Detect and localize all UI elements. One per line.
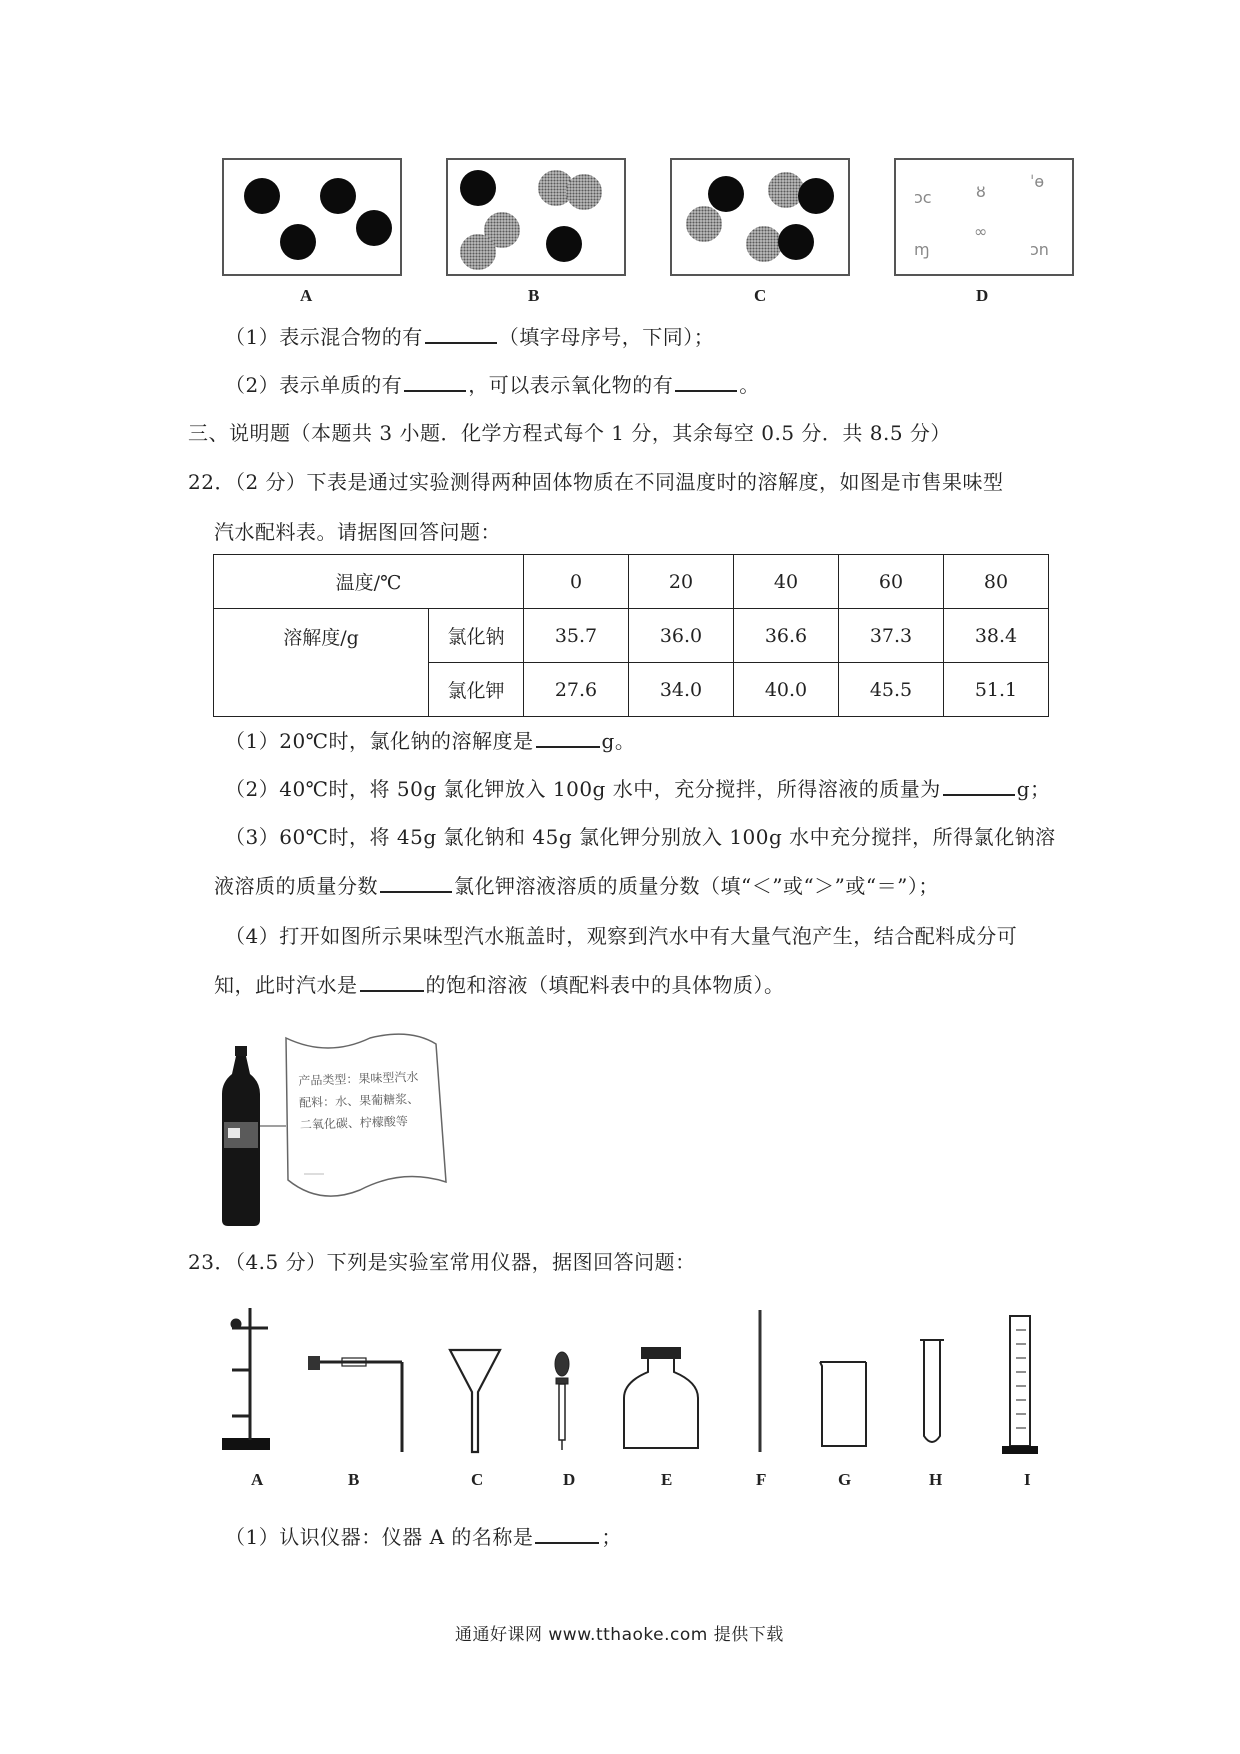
temp-cell: 20 [629,555,734,609]
particle [460,170,496,206]
particle [686,206,722,242]
value-cell: 36.0 [629,609,734,663]
substance-cell: 氯化钠 [429,609,524,663]
apparatus-label-e: E [661,1470,673,1489]
answer-blank[interactable] [943,774,1015,796]
particle [746,226,782,262]
dropper-icon [555,1352,569,1450]
apparatus-label-i: I [1024,1470,1031,1489]
q22-sub3-line2: 液溶质的质量分数 氯化钾溶液溶质的质量分数（填“＜”或“＞”或“＝”）； [214,871,939,901]
value-cell: 35.7 [524,609,629,663]
apparatus-label-a: A [251,1470,264,1489]
particle [356,210,392,246]
particle [320,178,356,214]
particle [244,178,280,214]
answer-blank[interactable] [536,726,600,748]
value-cell: 40.0 [734,663,839,717]
temp-header-cell: 温度/℃ [214,555,524,609]
answer-blank[interactable] [675,370,737,392]
apparatus-label-h: H [929,1470,943,1489]
answer-blank[interactable] [380,871,452,893]
solubility-table [213,554,1049,717]
particle [778,224,814,260]
soda-bottle-icon [222,1046,260,1226]
q22-sub2: （2）40℃时，将 50g 氯化钾放入 100g 水中，充分搅拌，所得溶液的质量为 g； [225,774,1051,804]
table-row [214,555,1049,609]
temp-cell: 80 [944,555,1049,609]
answer-blank[interactable] [425,322,497,344]
substance-cell: 氯化钾 [429,663,524,717]
molecule-sketch: ˈɵ [1030,172,1045,191]
value-cell: 37.3 [839,609,944,663]
apparatus-label-g: G [838,1470,852,1489]
reagent-bottle-icon [624,1348,698,1448]
particle [460,234,496,270]
particle [566,174,602,210]
value-cell: 51.1 [944,663,1049,717]
q22-sub1: （1）20℃时，氯化钠的溶解度是 g。 [225,726,635,756]
diagram-label-b: B [528,286,540,305]
q22-sub4-line2: 知，此时汽水是 的饱和溶液（填配料表中的具体物质）。 [214,970,785,1000]
graduated-cylinder-icon [1002,1316,1038,1454]
apparatus-label-c: C [471,1470,484,1489]
q21-sub1: （1）表示混合物的有 （填字母序号，下同）； [225,322,714,352]
molecule-sketch: ȣ [976,182,986,201]
value-cell: 34.0 [629,663,734,717]
apparatus-label-b: B [348,1470,360,1489]
answer-blank[interactable] [360,970,424,992]
value-cell: 45.5 [839,663,944,717]
solubility-label-cell: 溶解度/g [214,609,429,717]
particle-diagram-b [446,158,626,276]
temp-cell: 60 [839,555,944,609]
molecule-sketch: ɔc [914,188,932,207]
ingredient-line: 二氧化碳、柠檬酸等 [299,1114,409,1132]
apparatus-row [210,1300,1080,1470]
particle [280,224,316,260]
value-cell: 36.6 [734,609,839,663]
diagram-label-a: A [300,286,313,305]
diagram-label-c: C [754,286,767,305]
section-heading: 三、说明题（本题共 3 小题．化学方程式每个 1 分，其余每空 0.5 分．共 8.5 分） [188,421,951,445]
temp-cell: 40 [734,555,839,609]
q22-sub4-line1: （4）打开如图所示果味型汽水瓶盖时，观察到汽水中有大量气泡产生，结合配料成分可 [225,924,1018,948]
particle [798,178,834,214]
value-cell: 27.6 [524,663,629,717]
ingredient-line: 配料：水、果葡糖浆、 [298,1091,420,1110]
beaker-icon [820,1362,866,1446]
ingredient-text [298,1066,420,1136]
molecule-sketch: ∞ [974,222,988,241]
test-tube-icon [920,1340,944,1442]
q22-sub3-line1: （3）60℃时，将 45g 氯化钠和 45g 氯化钾分别放入 100g 水中充分搅拌，所得氯化钠溶 [225,825,1056,849]
funnel-icon [450,1350,500,1452]
particle [546,226,582,262]
table-row [214,609,1049,663]
temp-cell: 0 [524,555,629,609]
particle-diagram-c [670,158,850,276]
q23-sub1: （1）认识仪器：仪器 A 的名称是 ； [225,1522,622,1552]
molecule-sketch: ɔn [1030,240,1049,259]
molecule-sketch: ɱ [914,240,930,259]
value-cell: 38.4 [944,609,1049,663]
q23-intro: 23．（4.5 分）下列是实验室常用仪器，据图回答问题： [188,1250,696,1274]
apparatus-label-d: D [563,1470,576,1489]
ingredient-line: 产品类型：果味型汽水 [298,1069,419,1088]
q22-intro-line1: 22．（2 分）下表是通过实验测得两种固体物质在不同温度时的溶解度，如图是市售果味型 [188,470,1004,494]
particle-diagram-a [222,158,402,276]
answer-blank[interactable] [404,370,466,392]
diagram-label-d: D [976,286,989,305]
q21-sub2: （2）表示单质的有 ，可以表示氧化物的有 。 [225,370,760,400]
iron-stand-icon [222,1308,270,1450]
answer-blank[interactable] [535,1522,599,1544]
particle [708,176,744,212]
apparatus-label-f: F [756,1470,767,1489]
q22-intro-line2: 汽水配料表。请据图回答问题： [214,520,501,544]
particle-diagram-d [894,158,1074,276]
footer-text: 通通好课网 www.tthaoke.com 提供下载 [455,1625,784,1645]
delivery-tube-icon [308,1356,402,1452]
